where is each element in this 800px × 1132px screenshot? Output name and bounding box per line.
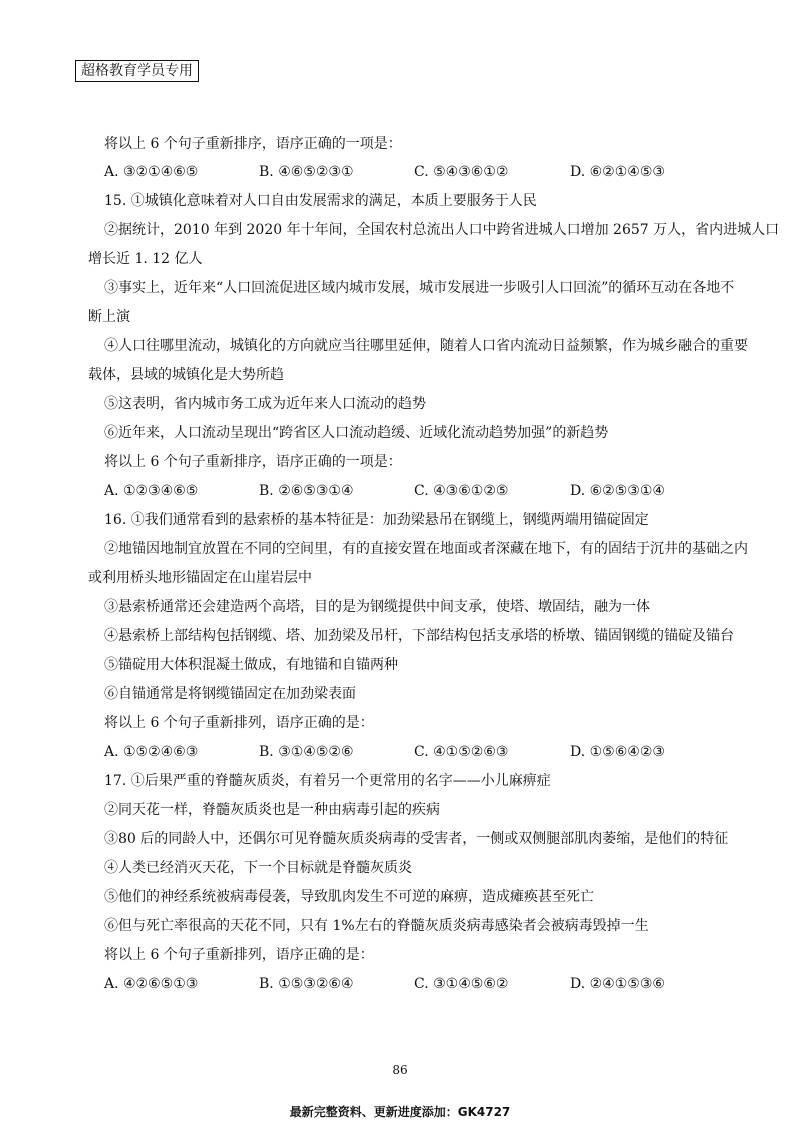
q15-option-c: C. ④③⑥①②⑤ xyxy=(414,483,509,499)
q16-option-a: A. ①⑤②④⑥③ xyxy=(104,744,199,760)
q17-sentence-6: ⑥但与死亡率很高的天花不同，只有 1%左右的脊髓灰质炎病毒感染者会被病毒毁掉一生 xyxy=(104,918,649,934)
q17-sentence-3: ③80 后的同龄人中，还偶尔可见脊髓灰质炎病毒的受害者，一侧或双侧腿部肌肉萎缩，是他们的特征 xyxy=(104,831,729,847)
q17-sentence-4: ④人类已经消灭天花，下一个目标就是脊髓灰质炎 xyxy=(104,860,412,876)
q16-option-d: D. ①⑤⑥④②③ xyxy=(570,744,665,760)
q17-option-a: A. ④②⑥⑤①③ xyxy=(104,976,199,992)
q14-option-a: A. ③②①④⑥⑤ xyxy=(104,164,199,180)
q15-instruction: 将以上 6 个句子重新排序，语序正确的一项是： xyxy=(104,454,402,470)
q16-sentence-1: 16. ①我们通常看到的悬索桥的基本特征是：加劲梁悬吊在钢缆上，钢缆两端用锚碇固定 xyxy=(104,512,649,528)
q14-option-c: C. ⑤④③⑥①② xyxy=(414,164,509,180)
q15-sentence-4: ④人口往哪里流动，城镇化的方向就应当往哪里延伸，随着人口省内流动日益频繁，作为城乡融合的重要 xyxy=(104,338,748,354)
q15-sentence-3: ③事实上，近年来“人口回流促进区域内城市发展，城市发展进一步吸引人口回流”的循环互动在各地不 xyxy=(104,280,735,296)
q16-sentence-2: ②地锚因地制宜放置在不同的空间里，有的直接安置在地面或者深藏在地下，有的固结于沉井的基础之内 xyxy=(104,541,748,557)
page-number: 86 xyxy=(392,1063,408,1077)
header-stamp: 超格教育学员专用 xyxy=(75,60,199,82)
q17-instruction: 将以上 6 个句子重新排列，语序正确的是： xyxy=(104,947,374,963)
q15-option-a: A. ①②③④⑥⑤ xyxy=(104,483,199,499)
q15-sentence-5: ⑤这表明，省内城市务工成为近年来人口流动的趋势 xyxy=(104,396,426,412)
q16-instruction: 将以上 6 个句子重新排列，语序正确的是： xyxy=(104,715,374,731)
footer-note: 最新完整资料、更新进度添加：GK4727 xyxy=(289,1105,511,1119)
q15-option-d: D. ⑥②⑤③①④ xyxy=(570,483,665,499)
q16-sentence-6: ⑥自锚通常是将钢缆锚固定在加劲梁表面 xyxy=(104,686,356,702)
q16-sentence-2-cont: 或利用桥头地形锚固定在山崖岩层中 xyxy=(88,570,312,586)
q16-sentence-4: ④悬索桥上部结构包括钢缆、塔、加劲梁及吊杆，下部结构包括支承塔的桥墩、锚固钢缆的锚碇及锚台 xyxy=(104,628,734,644)
q16-option-b: B. ③①④⑤②⑥ xyxy=(259,744,354,760)
q16-option-c: C. ④①⑤②⑥③ xyxy=(414,744,509,760)
q15-option-b: B. ②⑥⑤③①④ xyxy=(259,483,354,499)
q15-sentence-1: 15. ①城镇化意味着对人口自由发展需求的满足，本质上要服务于人民 xyxy=(104,193,537,209)
q16-sentence-5: ⑤锚碇用大体积混凝土做成，有地锚和自锚两种 xyxy=(104,657,398,673)
q15-sentence-6: ⑥近年来，人口流动呈现出“跨省区人口流动趋缓、近域化流动趋势加强”的新趋势 xyxy=(104,425,609,441)
q15-sentence-2-cont: 增长近 1. 12 亿人 xyxy=(88,251,203,267)
q14-option-d: D. ⑥②①④⑤③ xyxy=(570,164,665,180)
q15-sentence-4-cont: 载体，县域的城镇化是大势所趋 xyxy=(88,367,284,383)
q17-option-c: C. ③①④⑤⑥② xyxy=(414,976,509,992)
q14-option-b: B. ④⑥⑤②③① xyxy=(259,164,354,180)
q17-sentence-5: ⑤他们的神经系统被病毒侵袭，导致肌肉发生不可逆的麻痹，造成瘫痪甚至死亡 xyxy=(104,889,594,905)
q17-sentence-2: ②同天花一样，脊髓灰质炎也是一种由病毒引起的疾病 xyxy=(104,802,440,818)
q15-sentence-2: ②据统计，2010 年到 2020 年十年间，全国农村总流出人口中跨省进城人口增加 2657 万人，省内进城人口 xyxy=(104,222,780,238)
q15-sentence-3-cont: 断上演 xyxy=(88,309,130,325)
q16-sentence-3: ③悬索桥通常还会建造两个高塔，目的是为钢缆提供中间支承，使塔、墩固结，融为一体 xyxy=(104,599,650,615)
q17-option-b: B. ①⑤③②⑥④ xyxy=(259,976,354,992)
q17-option-d: D. ②④①⑤③⑥ xyxy=(570,976,665,992)
q14-instruction: 将以上 6 个句子重新排序，语序正确的一项是： xyxy=(104,136,402,152)
q17-sentence-1: 17. ①后果严重的脊髓灰质炎，有着另一个更常用的名字——小儿麻痹症 xyxy=(104,773,551,789)
